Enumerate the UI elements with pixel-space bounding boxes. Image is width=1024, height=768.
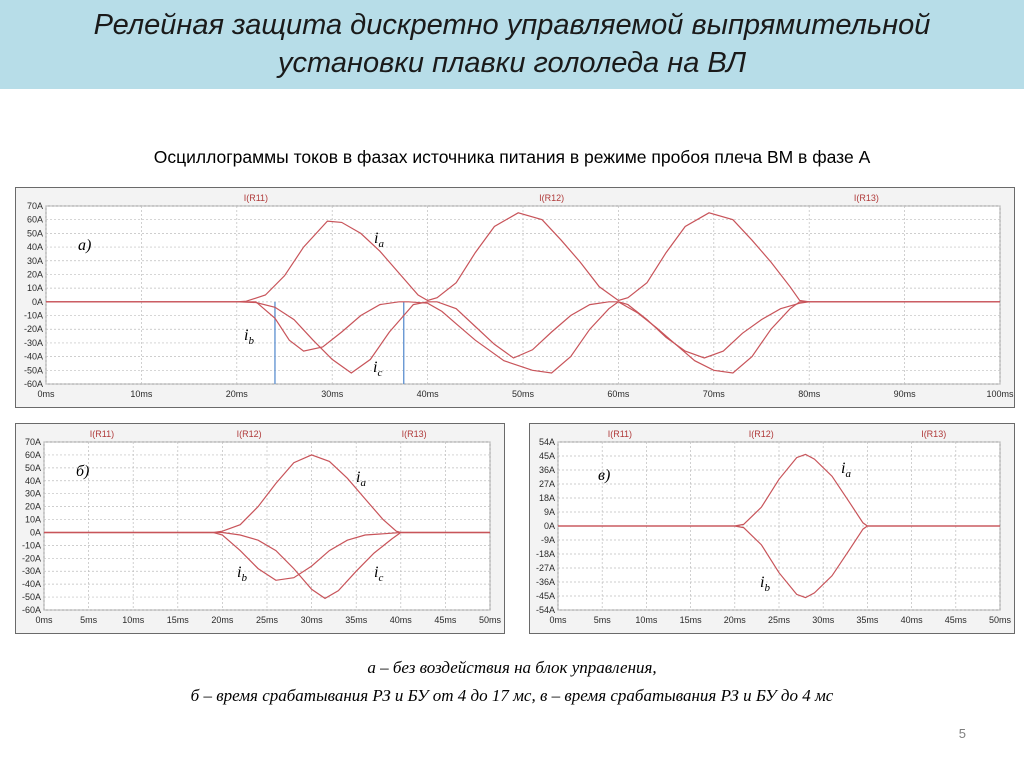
x-tick-label: 90ms — [893, 389, 916, 399]
series-label-ib: $i_b$ — [237, 564, 247, 584]
y-tick-label: 45A — [538, 451, 555, 461]
oscillogram-panel-b — [15, 423, 505, 634]
series-label-ic: $i_c$ — [374, 564, 384, 584]
y-tick-label: 70A — [24, 437, 41, 447]
y-tick-label: -50A — [21, 592, 41, 603]
y-tick-label: -60A — [23, 379, 43, 389]
x-tick-label: 45ms — [434, 615, 457, 625]
slide-subtitle: Осциллограммы токов в фазах источника питания в режиме пробоя плеча ВМ в фазе А — [153, 147, 871, 167]
y-tick-label: -27A — [535, 563, 555, 573]
series-label-ia: $i_a$ — [356, 469, 366, 489]
y-tick-label: 0A — [29, 527, 41, 538]
y-tick-label: 9A — [543, 507, 555, 517]
oscillogram-panel-a — [15, 187, 1015, 408]
y-tick-label: 40A — [24, 475, 41, 486]
y-tick-label: -40A — [21, 579, 41, 590]
x-tick-label: 40ms — [900, 615, 923, 625]
x-tick-label: 10ms — [130, 389, 153, 399]
x-tick-label: 15ms — [679, 615, 702, 625]
x-tick-label: 80ms — [798, 389, 821, 399]
y-tick-label: -45A — [535, 591, 555, 601]
y-tick-label: 40A — [26, 242, 43, 253]
oscillogram-c — [530, 424, 1014, 633]
y-tick-label: 50A — [26, 228, 43, 239]
y-tick-label: 54A — [538, 437, 555, 447]
y-tick-label: 36A — [538, 465, 555, 475]
y-tick-label: -54A — [535, 605, 555, 615]
x-tick-label: 20ms — [723, 615, 746, 625]
x-tick-label: 35ms — [345, 615, 368, 625]
y-tick-label: -50A — [23, 365, 43, 376]
x-tick-label: 15ms — [166, 615, 189, 625]
x-tick-label: 60ms — [607, 389, 630, 399]
page-number: 5 — [958, 726, 966, 741]
probe-label: I(R11) — [243, 193, 269, 203]
oscillogram-a — [16, 188, 1014, 407]
x-tick-label: 50ms — [478, 615, 502, 625]
y-tick-label: -36A — [535, 577, 555, 587]
panel-label: б) — [76, 463, 90, 480]
slide-title-line1: Релейная защита дискретно управляемой выпрямительной — [93, 9, 931, 41]
y-tick-label: -30A — [23, 337, 43, 348]
x-tick-label: 0ms — [35, 615, 53, 625]
x-tick-label: 10ms — [635, 615, 658, 625]
x-tick-label: 10ms — [122, 615, 145, 625]
probe-label: I(R13) — [921, 429, 947, 439]
series-label-ic: $i_c$ — [373, 359, 383, 379]
y-tick-label: 18A — [538, 493, 555, 503]
x-tick-label: 5ms — [593, 615, 611, 625]
probe-label: I(R13) — [853, 193, 879, 203]
caption-line1: а – без воздействия на блок управления, — [367, 658, 657, 677]
y-tick-label: -20A — [23, 324, 43, 335]
y-tick-label: 20A — [24, 501, 41, 512]
x-tick-label: 50ms — [988, 615, 1012, 625]
x-tick-label: 25ms — [255, 615, 279, 625]
y-tick-label: -40A — [23, 351, 43, 362]
y-tick-label: 60A — [26, 214, 43, 225]
x-tick-label: 30ms — [321, 389, 344, 399]
y-tick-label: -10A — [21, 540, 41, 551]
x-tick-label: 35ms — [856, 615, 879, 625]
x-tick-label: 45ms — [944, 615, 967, 625]
x-tick-label: 5ms — [80, 615, 98, 625]
probe-label: I(R12) — [236, 429, 262, 439]
series-label-ib: $i_b$ — [244, 327, 254, 347]
series-label-ib: $i_b$ — [760, 574, 770, 594]
probe-label: I(R12) — [539, 193, 565, 203]
y-tick-label: 27A — [538, 479, 555, 489]
probe-label: I(R12) — [748, 429, 774, 439]
oscillogram-panel-c — [529, 423, 1015, 634]
y-tick-label: 60A — [24, 449, 41, 460]
oscillogram-b — [16, 424, 504, 633]
x-tick-label: 40ms — [389, 615, 412, 625]
probe-label: I(R11) — [607, 429, 633, 439]
x-tick-label: 20ms — [225, 389, 248, 399]
y-tick-label: -20A — [21, 553, 41, 564]
y-tick-label: -30A — [21, 566, 41, 577]
x-tick-label: 30ms — [300, 615, 323, 625]
x-tick-label: 70ms — [702, 389, 725, 399]
x-tick-label: 20ms — [211, 615, 234, 625]
slide-title — [0, 6, 1024, 82]
y-tick-label: 0A — [543, 521, 555, 531]
y-tick-label: 10A — [26, 283, 43, 294]
caption-line2: б – время срабатывания РЗ и БУ от 4 до 17 мс, в – время срабатывания РЗ и БУ до 4 мс — [190, 686, 834, 705]
y-tick-label: -9A — [540, 535, 555, 545]
x-tick-label: 0ms — [549, 615, 567, 625]
slide-title-line2: установки плавки гололеда на ВЛ — [278, 47, 746, 79]
x-tick-label: 50ms — [511, 389, 535, 399]
x-tick-label: 40ms — [416, 389, 439, 399]
probe-label: I(R11) — [89, 429, 115, 439]
y-tick-label: -18A — [535, 549, 555, 559]
y-tick-label: 0A — [31, 296, 43, 307]
y-tick-label: -60A — [21, 605, 41, 615]
x-tick-label: 100ms — [986, 389, 1014, 399]
x-tick-label: 25ms — [767, 615, 791, 625]
y-tick-label: 70A — [26, 201, 43, 211]
series-label-ia: $i_a$ — [374, 230, 384, 250]
y-tick-label: 30A — [26, 255, 43, 266]
probe-label: I(R13) — [401, 429, 427, 439]
x-tick-label: 0ms — [37, 389, 55, 399]
panel-label: в) — [598, 467, 611, 484]
panel-label: а) — [78, 237, 92, 254]
series-label-ia: $i_a$ — [841, 460, 851, 480]
y-tick-label: 10A — [24, 514, 41, 525]
y-tick-label: 30A — [24, 488, 41, 499]
y-tick-label: 50A — [24, 462, 41, 473]
y-tick-label: 20A — [26, 269, 43, 280]
y-tick-label: -10A — [23, 310, 43, 321]
x-tick-label: 30ms — [812, 615, 835, 625]
